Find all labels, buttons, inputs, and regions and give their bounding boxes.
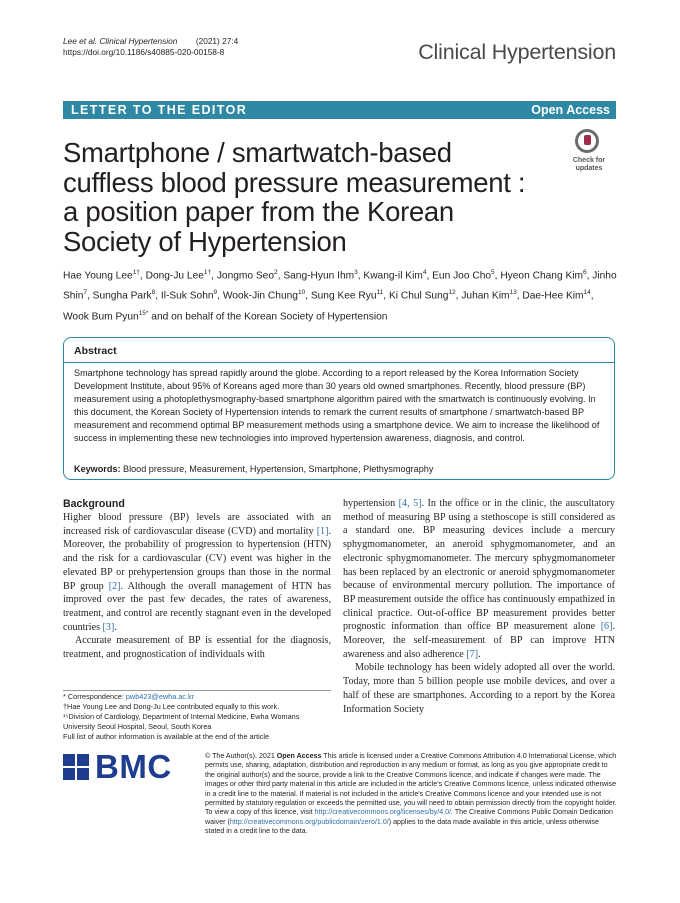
citation-issue: (2021) 27:4 bbox=[195, 36, 239, 46]
article-type-banner bbox=[63, 101, 616, 119]
equal-contribution-note: †Hae Young Lee and Dong-Ju Lee contributed equally to this work. bbox=[63, 702, 280, 711]
journal-name: Clinical Hypertension bbox=[418, 40, 616, 64]
abstract-divider bbox=[64, 362, 614, 363]
body-right-column bbox=[343, 497, 615, 716]
bmc-wordmark: BMC bbox=[95, 748, 172, 785]
check-updates-label: Check for updates bbox=[572, 157, 606, 172]
author-info-note: Full list of author information is available at the end of the article bbox=[63, 732, 270, 741]
keywords bbox=[74, 464, 606, 474]
license-statement: © The Author(s). 2021 Open Access This article is licensed under a Creative Commons Attribution 4.0 International License, which permits use, sharing, adaptation, distribution and reproduction in any medium or format, as long as you give appropriate credit to the original author(s) and the source, provide a link to the Creative Commons licence, and indicate if changes were made. The images or other third party material in this article are included in the article's Creative Commons licence, unless indicated otherwise in a credit line to the material. If material is not included in the article's Creative Commons licence and your intended use is not permitted by statutory regulation or exceeds the permitted use, you will need to obtain permission directly from the copyright holder. To view a copy of this licence, visit http://creativecommons.org/licenses/by/4.0/. The Creative Commons Public Domain Dedication waiver (http://creativecommons.org/publicdomain/zero/1.0/) applies to the data made available in this article, unless otherwise stated in a credit line to the data. bbox=[205, 752, 617, 836]
check-for-updates-button[interactable] bbox=[566, 128, 612, 182]
article-title: Smartphone / smartwatch-based cuffless blood pressure measurement : a position paper from the Korean Society of Hypertension bbox=[63, 137, 526, 257]
open-access-label: Open Access bbox=[531, 103, 610, 117]
keywords-list: Blood pressure, Measurement, Hypertension, Smartphone, Plethysmography bbox=[120, 464, 434, 474]
citation-header bbox=[63, 36, 238, 58]
body-paragraph: Higher blood pressure (BP) levels are associated with an increased risk of cardiovascular disease (CVD) and mortality [1]. Moreover, the probability of progression to hypertension (HTN) and the risk for a cardiovascular (CV) event was higher in the elevated BP or prehypertension groups than those in the normal BP group [2]. Although the overall management of HTN has improved over the past few decades, the rates of awareness, treatment, and control are recently stagnant even in the developed countries [3]. bbox=[63, 512, 331, 633]
footnotes bbox=[63, 692, 333, 742]
abstract-heading: Abstract bbox=[74, 345, 117, 357]
footnote-divider bbox=[63, 690, 331, 691]
section-heading-background: Background bbox=[63, 498, 125, 510]
body-paragraph: Accurate measurement of BP is essential for the diagnosis, treatment, and prognostication of individuals with bbox=[63, 635, 331, 661]
body-left-column bbox=[63, 497, 331, 662]
check-updates-icon bbox=[575, 129, 599, 153]
abstract-box bbox=[63, 337, 615, 480]
author-list: Hae Young Lee$^{1\dagger}$, Dong-Ju Lee$^{1\dagger}$, Jongmo Seo$^2$, Sang-Hyun Ihm$^3$, Kwang-il Kim$^4$, Eun Joo Cho$^5$, Hyeon Chang Kim$^6$, Jinho Shin$^7$, Sungha Park$^8$, Il-Suk Sohn$^9$, Wook-Jin Chung$^{10}$, Sung Kee Ryu$^{11}$, Ki Chul Sung$^{12}$, Juhan Kim$^{13}$, Dae-Hee Kim$^{14}$, Wook Bum Pyun$^{15*}$ and on behalf of the Korean Society of Hypertension bbox=[63, 269, 617, 323]
affiliation-note: ¹⁵Division of Cardiology, Department of Internal Medicine, Ewha Womans University Seoul Hospital, Seoul, South Korea bbox=[63, 712, 300, 731]
doi-link[interactable]: https://doi.org/10.1186/s40885-020-00158-8 bbox=[63, 47, 225, 57]
abstract-text: Smartphone technology has spread rapidly around the globe. According to a report released by the Korea Information Society Development Institute, about 95% of Koreans aged more than 30 years old owned smartphones. Recently, blood pressure (BP) measurement using a photoplethysmography-based smartphone algorithm paired with the smartwatch is continuously evolving. In this document, the Korean Society of Hypertension intends to remark the current results of smartphone / smartwatch-based BP measurement and recommend optimal BP measurement methods using a smartphone device. We aim to increase the likelihood of success in implementing these new technologies into improved hypertension awareness, diagnosis, and control. bbox=[74, 368, 600, 444]
keywords-label: Keywords: bbox=[74, 464, 121, 474]
article-type: LETTER TO THE EDITOR bbox=[71, 103, 248, 117]
correspondence: * Correspondence: pwb423@ewha.ac.kr bbox=[63, 692, 195, 701]
bmc-logo bbox=[63, 748, 193, 785]
citation-authors: Lee et al. Clinical Hypertension bbox=[63, 36, 178, 46]
body-paragraph: Mobile technology has been widely adopted all over the world. Today, more than 5 billion people use mobile devices, and over a half of these are smartphones. According to a report by the Korea Information Society bbox=[343, 662, 615, 715]
body-paragraph: hypertension [4, 5]. In the office or in the clinic, the auscultatory method of measuring BP using a stethoscope is still considered as a standard one. BP measuring devices include a mercury sphygmomanometer, an aneroid sphygmomanometer, and an electronic sphygmomanometer. The mercury sphygmomanometer has been replaced by an electronic or aneroid sphygmomanometer because of environmental mercury pollution. The importance of BP measurement outside the office has continuously empathized in clinical practice. Out-of-office BP measurement provides better prognostic information than office BP measurement alone [6]. Moreover, the self-measurement of BP can improve HTN awareness and also adherence [7]. bbox=[343, 498, 615, 660]
bmc-logo-icon bbox=[63, 754, 89, 782]
